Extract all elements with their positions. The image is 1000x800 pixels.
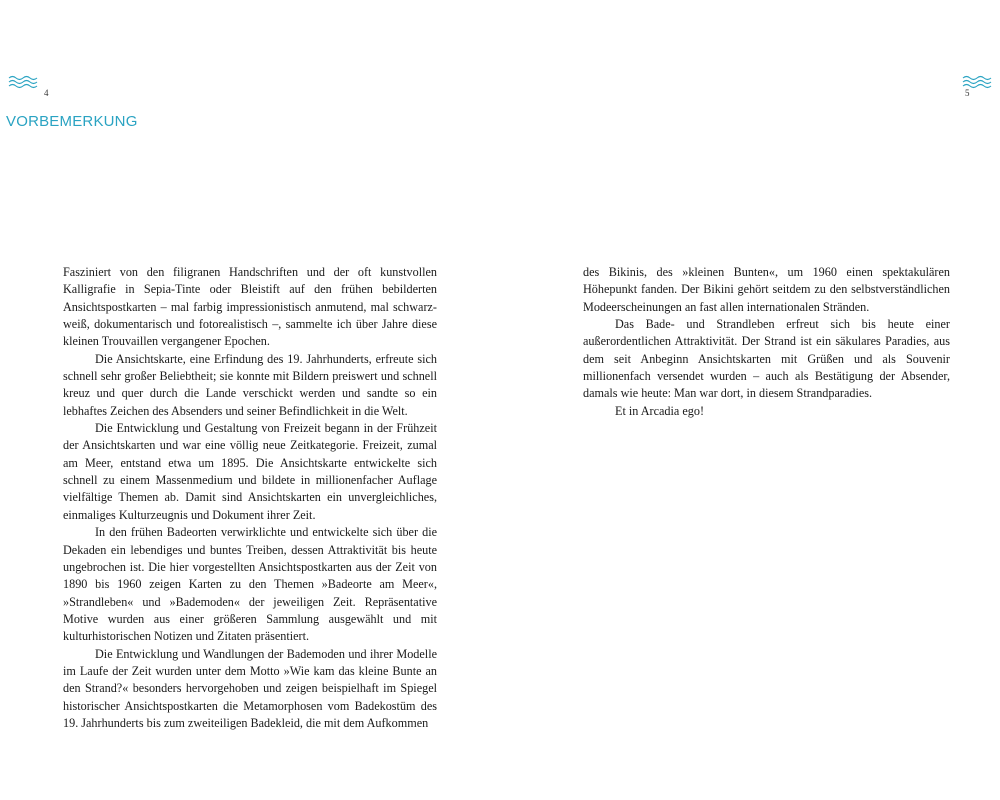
- paragraph: Das Bade- und Strandleben erfreut sich bis heute einer außerordentlichen Attraktivität. Der Strand ist ein säkulares Paradies, aus dem seit Anbeginn Ansichtskarten mit Grüßen und als Souvenir millionenfach versendet wurden – auch als Bestätigung der Absender, damals wie heute: Man war dort, in diesem Strandparadies.: [583, 317, 950, 401]
- paragraph: Et in Arcadia ego!: [615, 403, 705, 418]
- paragraph: des Bikinis, des »kleinen Bunten«, um 1960 einen spektakulären Höhepunkt fanden. Der Bikini gehört seitdem zu den selbstverständlichen Modeerscheinungen an fast allen internationalen Stränden.: [583, 265, 950, 314]
- paragraph: Fasziniert von den filigranen Handschriften und der oft kunstvollen Kalligrafie in Sepia-Tinte oder Bleistift auf den frühen bebilderten Ansichtspostkarten – mal farbig impressionistisch anmutend, mal schwarz-weiß, dokumentarisch und fotorealistisch –, sammelte ich über Jahre diese kleinen Trouvaillen vergangener Epochen.: [63, 265, 437, 349]
- paragraph: Die Ansichtskarte, eine Erfindung des 19. Jahrhunderts, erfreute sich schnell sehr großer Beliebtheit; sie konnte mit Bildern preiswert und schnell kreuz und quer durch die Lande verschickt werden und sandte so ein lebhaftes Zeichen des Absenders und seiner Befindlichkeit in die Welt.: [63, 351, 437, 418]
- paragraph: Die Entwicklung und Gestaltung von Freizeit begann in der Frühzeit der Ansichtskarten und war eine völlig neue Zeitkategorie. Freizeit, zumal am Meer, entstand etwa um 1895. Die Ansichtskarte entwickelte sich schnell zu einem Massenmedium und bildete in millionenfacher Auflage vielfältige Themen ab. Damit sind Ansichtskarten ein unvergleichliches, einmaliges Kulturzeugnis und Dokument ihrer Zeit.: [63, 421, 437, 522]
- wave-ornament-icon: [8, 74, 38, 90]
- paragraph: In den frühen Badeorten verwirklichte und entwickelte sich über die Dekaden ein lebendiges und buntes Treiben, dessen Attraktivität bis heute ungebrochen ist. Die hier vorgestellten Ansichtspostkarten aus der Zeit von 1890 bis 1960 zeigen Karten zu den Themen »Badeorte am Meer«, »Strandleben« und »Bademoden« der jeweiligen Zeit. Repräsentative Motive wurden aus einer größeren Sammlung ausgewählt und mit kulturhistorischen Notizen und Zitaten präsentiert.: [63, 525, 437, 644]
- paragraph: Die Entwicklung und Wandlungen der Bademoden und ihrer Modelle im Laufe der Zeit wurden unter dem Motto »Wie kam das kleine Bunte an den Strand?« besonders hervorgehoben und zeigen beispielhaft im Spiegel historischer Ansichtspostkarten die Metamorphosen vom Badekostüm des 19. Jahrhunderts bis zum zweiteiligen Badekleid, die mit dem Aufkommen: [63, 646, 437, 730]
- page-number-right: 5: [965, 88, 970, 98]
- page-number-left: 4: [44, 88, 49, 98]
- chapter-heading: VORBEMERKUNG: [6, 113, 138, 130]
- right-text-column: [583, 264, 950, 420]
- left-text-column: [63, 264, 437, 732]
